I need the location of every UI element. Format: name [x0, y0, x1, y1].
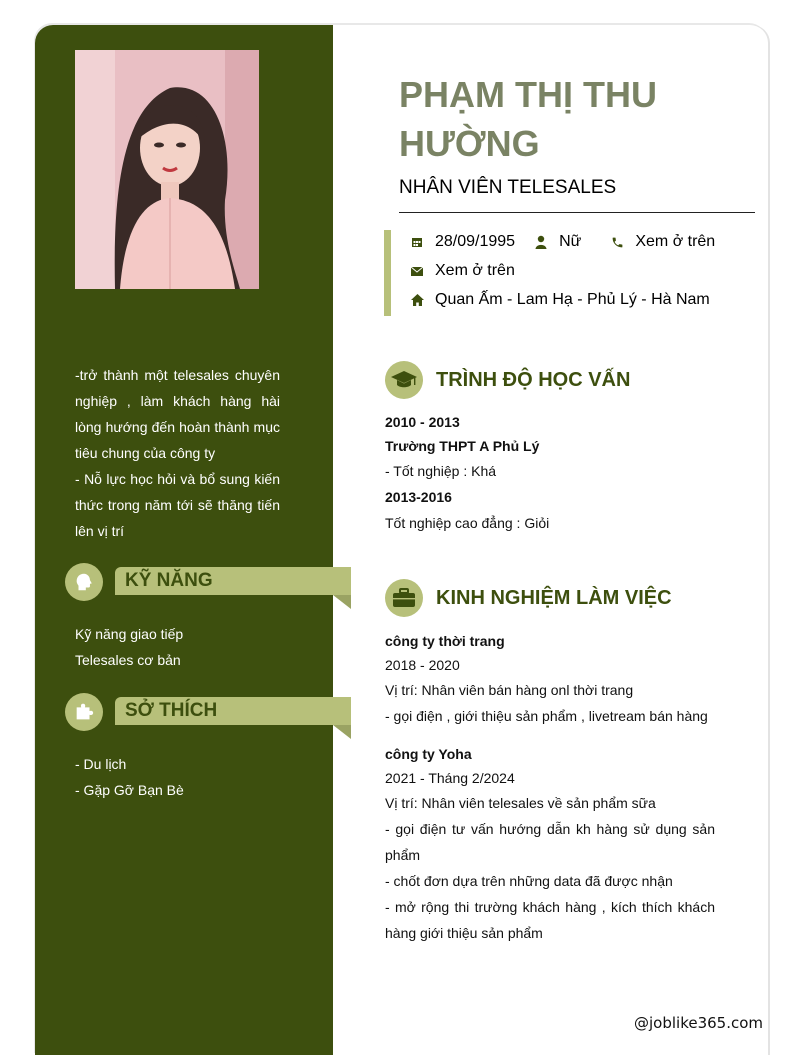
education-detail: Tốt nghiệp cao đẳng : Giỏi — [385, 515, 550, 531]
graduation-cap-icon — [385, 361, 423, 399]
experience-line: - gọi điện , giới thiệu sản phẩm , livetream bán hàng — [385, 708, 708, 724]
skills-title: KỸ NĂNG — [125, 570, 213, 591]
experience-header — [385, 579, 672, 617]
briefcase-icon — [385, 579, 423, 617]
experience-period: 2021 - Tháng 2/2024 — [385, 770, 515, 786]
objective — [75, 362, 280, 544]
home-icon — [409, 294, 425, 306]
experience-line: - chốt đơn dựa trên những data đã được nhận — [385, 873, 673, 889]
contact-block — [384, 230, 768, 316]
head-icon — [65, 563, 103, 601]
hobby-item: - Gặp Gỡ Bạn Bè — [75, 782, 184, 798]
address-value: Quan Ấm - Lam Hạ - Phủ Lý - Hà Nam — [435, 291, 710, 308]
education-header — [385, 361, 630, 399]
cv-page — [35, 25, 768, 1055]
email-value: Xem ở trên — [435, 262, 515, 279]
phone-value: Xem ở trên — [635, 233, 716, 250]
education-school: Trường THPT A Phủ Lý — [385, 438, 540, 454]
objective-line-2: - Nỗ lực học hỏi và bổ sung kiến thức trong năm tới sẽ thăng tiến lên vị trí — [75, 471, 280, 539]
skills-title-bar — [115, 567, 351, 595]
experience-company: công ty thời trang — [385, 633, 505, 649]
objective-line-1: -trở thành một telesales chuyên nghiệp , làm khách hàng hài lòng hướng đến hoàn thành mục tiêu chung của công ty — [75, 367, 280, 461]
experience-company: công ty Yoha — [385, 746, 472, 762]
hobbies-header — [65, 693, 351, 737]
experience-entry — [385, 629, 715, 729]
skills-header — [65, 563, 351, 607]
experience-line: - gọi điện tư vấn hướng dẫn kh hàng sử dụng sản phẩm — [385, 821, 715, 863]
phone-icon — [609, 236, 625, 249]
experience-title: KINH NGHIỆM LÀM VIỆC — [436, 586, 672, 609]
skills-list — [75, 621, 183, 673]
puzzle-icon — [65, 693, 103, 731]
experience-line: - mở rộng thi trường khách hàng , kích thích khách hàng giới thiệu sản phẩm — [385, 899, 715, 941]
experience-period: 2018 - 2020 — [385, 657, 460, 673]
skill-item: Telesales cơ bản — [75, 652, 181, 668]
hobbies-title-bar — [115, 697, 351, 725]
calendar-icon — [409, 236, 425, 248]
education-period: 2010 - 2013 — [385, 414, 460, 430]
candidate-position: NHÂN VIÊN TELESALES — [399, 177, 617, 198]
divider — [399, 212, 755, 213]
main-column — [333, 25, 768, 1055]
hobbies-list — [75, 751, 184, 803]
experience-entry — [385, 742, 715, 946]
hobbies-title: SỞ THÍCH — [125, 700, 218, 721]
education-title: TRÌNH ĐỘ HỌC VẤN — [436, 368, 631, 391]
candidate-name: PHẠM THỊ THU HƯỜNG — [399, 74, 657, 164]
person-icon — [533, 235, 549, 249]
email-row — [409, 262, 515, 280]
experience-line: Vị trí: Nhân viên telesales về sản phẩm sữa — [385, 795, 656, 811]
sidebar — [35, 25, 333, 1055]
education-entries — [385, 410, 715, 536]
profile-photo — [75, 50, 259, 289]
envelope-icon — [409, 267, 425, 276]
education-period: 2013-2016 — [385, 489, 452, 505]
experience-line: Vị trí: Nhân viên bán hàng onl thời trang — [385, 682, 634, 698]
education-detail: - Tốt nghiệp : Khá — [385, 463, 497, 479]
gender-value: Nữ — [559, 233, 582, 250]
skill-item: Kỹ năng giao tiếp — [75, 626, 184, 642]
birthday-value: 28/09/1995 — [435, 233, 516, 250]
site-watermark: @joblike365.com — [634, 1014, 764, 1032]
address-row — [409, 291, 710, 309]
birthday-row — [409, 233, 715, 251]
hobby-item: - Du lịch — [75, 756, 127, 772]
